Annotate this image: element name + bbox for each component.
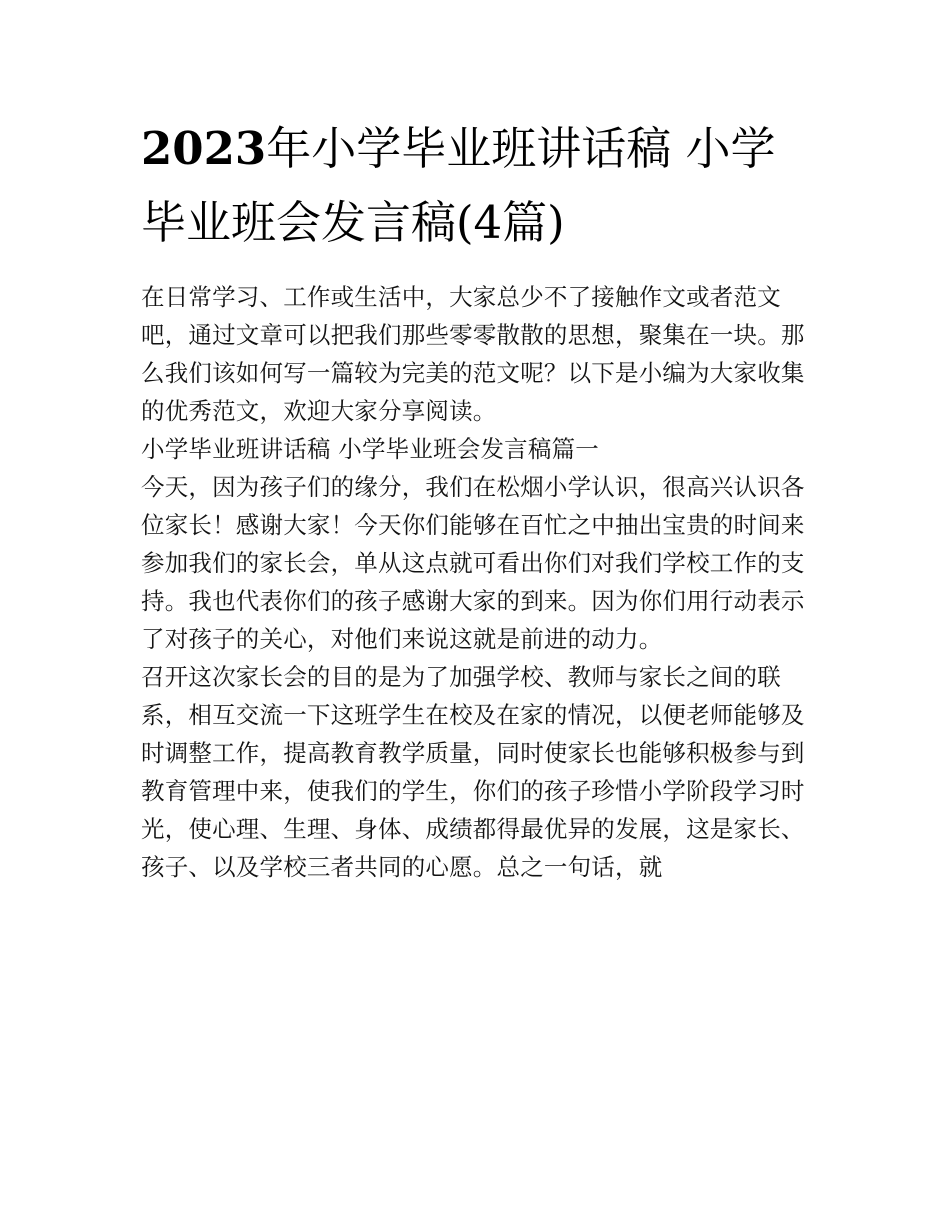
document-title <box>141 112 813 260</box>
document-body <box>141 112 813 886</box>
body-paragraph-2: 召开这次家长会的目的是为了加强学校、教师与家长之间的联系，相互交流一下这班学生在校及在家的情况，以便老师能够及时调整工作，提高教育教学质量，同时使家长也能够积极参与到教育管理中来，使我们的学生，你们的孩子珍惜小学阶段学习时光，使心理、生理、身体、成绩都得最优异的发展，这是家长、孩子、以及学校三者共同的心愿。总之一句话，就 <box>141 663 805 881</box>
title-year: 2023 <box>141 122 267 175</box>
section-heading: 小学毕业班讲话稿 小学毕业班会发言稿篇一 <box>141 435 599 463</box>
body-paragraph-1: 今天，因为孩子们的缘分，我们在松烟小学认识，很高兴认识各位家长！感谢大家！今天你们能够在百忙之中抽出宝贵的时间来参加我们的家长会，单从这点就可看出你们对我们学校工作的支持。我也代表你们的孩子感谢大家的到来。因为你们用行动表示了对孩子的关心，对他们来说这就是前进的动力。 <box>141 473 805 653</box>
title-text: 年小学毕业班讲话稿 小学毕业班会发言稿(4篇) <box>141 122 776 249</box>
intro-paragraph: 在日常学习、工作或生活中，大家总少不了接触作文或者范文吧，通过文章可以把我们那些零零散散的思想，聚集在一块。那么我们该如何写一篇较为完美的范文呢？以下是小编为大家收集的优秀范文，欢迎大家分享阅读。 <box>141 283 805 425</box>
